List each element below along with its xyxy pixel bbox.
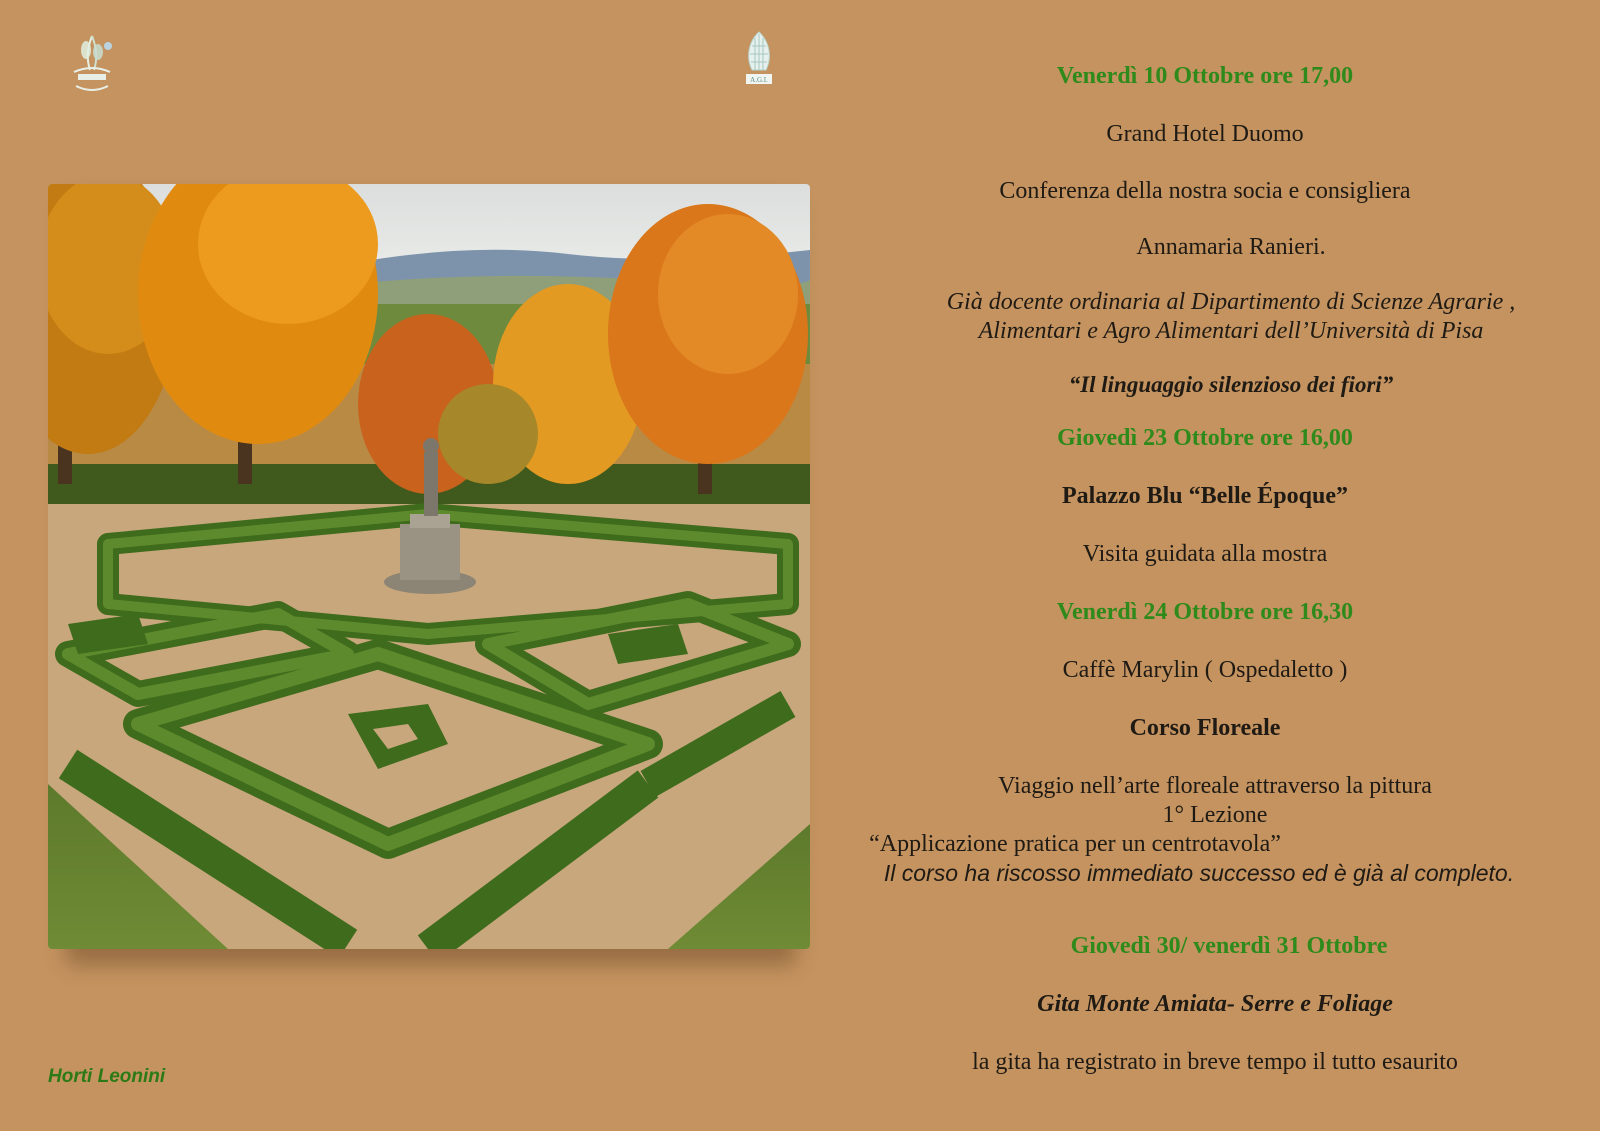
event-3-place: Caffè Marylin ( Ospedaletto ) bbox=[1062, 657, 1348, 683]
event-4-date: Giovedì 30/ venerdì 31 Ottobre bbox=[1070, 933, 1388, 959]
event-3-lesson-title: “Applicazione pratica per un centrotavola” bbox=[869, 831, 1281, 857]
event-1-line-1-text: Conferenza della nostra socia e consigliera bbox=[999, 178, 1411, 204]
event-1-place: Grand Hotel Duomo bbox=[1106, 121, 1304, 147]
event-3-date: Venerdì 24 Ottobre ore 16,30 bbox=[1056, 599, 1354, 625]
event-1-title: “Il linguaggio silenzioso dei fiori” bbox=[1068, 372, 1394, 397]
event-3-line-2: Viaggio nell’arte floreale attraverso la pittura bbox=[998, 773, 1432, 799]
association-logo-icon bbox=[64, 28, 120, 100]
event-1-line-1 bbox=[825, 177, 1585, 206]
pinecone-logo-icon bbox=[742, 28, 776, 88]
event-1-speaker: Annamaria Ranieri. bbox=[1136, 234, 1326, 260]
event-4-title: Gita Monte Amiata- Serre e Foliage bbox=[1037, 991, 1393, 1017]
event-1-date: Venerdì 10 Ottobre ore 17,00 bbox=[1056, 63, 1354, 89]
logo-center-text: A.G.I. bbox=[750, 76, 768, 84]
event-4-note: la gita ha registrato in breve tempo il tutto esaurito bbox=[972, 1049, 1458, 1075]
event-2-date: Giovedì 23 Ottobre ore 16,00 bbox=[1057, 425, 1353, 451]
event-3-lesson: 1° Lezione bbox=[1162, 802, 1268, 828]
event-2-line-1: Visita guidata alla mostra bbox=[1082, 541, 1328, 567]
event-1-bio-line-1: Già docente ordinaria al Dipartimento di Scienze Agrarie , bbox=[946, 289, 1516, 315]
event-1-bio-line-2: Alimentari e Agro Alimentari dell’Università di Pisa bbox=[978, 318, 1484, 344]
event-2-place: Palazzo Blu “Belle Époque” bbox=[1061, 483, 1348, 509]
brand-signature: Horti Leonini bbox=[48, 1066, 166, 1087]
event-3-note: Il corso ha riscosso immediato successo ed è già al completo. bbox=[883, 860, 1515, 886]
event-3-course-title: Corso Floreale bbox=[1129, 715, 1281, 741]
